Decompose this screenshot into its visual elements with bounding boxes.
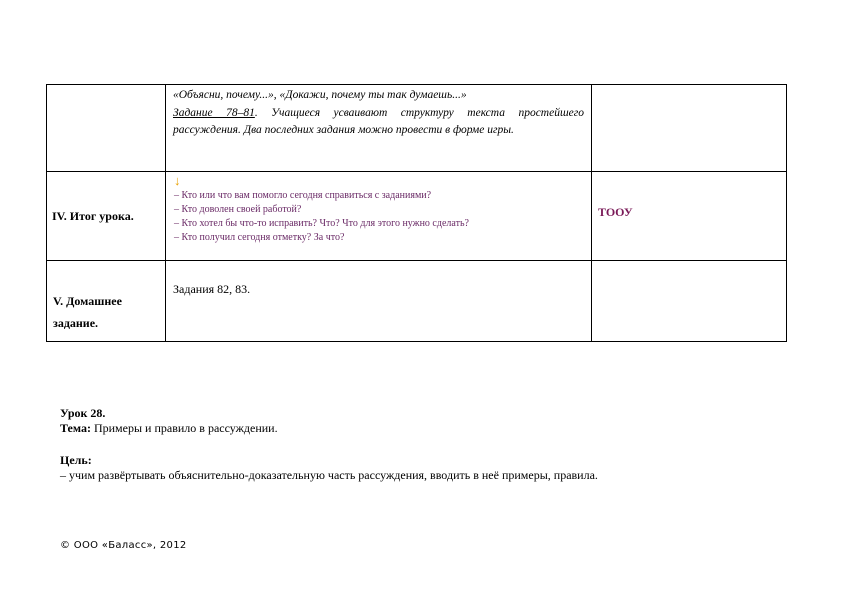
technology-note: ТООУ [598, 205, 633, 219]
stage-title [53, 290, 153, 334]
list-item: – Кто хотел бы что-то исправить? Что? Что для этого нужно сделать? [174, 218, 469, 229]
arrow-down-icon: ↓ [174, 173, 181, 188]
stage-title-line2: задание. [53, 316, 99, 330]
list-item: – Кто получил сегодня отметку? За что? [174, 232, 345, 243]
lesson-number: Урок 28. [60, 406, 106, 420]
stage-title-line1: V. Домашнее [53, 294, 122, 308]
topic-label: Тема: [60, 421, 91, 435]
lesson-table [46, 84, 787, 342]
content-cell [166, 172, 592, 261]
note-cell [592, 172, 787, 261]
task-text: . Учащиеся усваивают структуру текста простейшего рассуждения. Два последних задания можно провести в форме игры. [173, 106, 584, 136]
task-label: Задание 78–81 [173, 106, 255, 119]
note-cell [592, 85, 787, 172]
question-list [166, 187, 591, 245]
table-row [47, 261, 787, 342]
content-cell [166, 261, 592, 342]
task-description [166, 85, 590, 140]
stage-cell [47, 172, 166, 261]
lesson-header [60, 406, 598, 483]
list-item: – Кто или что вам помогло сегодня справиться с заданиями? [174, 190, 432, 201]
table-row [47, 85, 787, 172]
table-row [47, 172, 787, 261]
copyright-footer: © ООО «Баласс», 2012 [60, 540, 187, 551]
goal-label: Цель: [60, 453, 92, 467]
homework-text: Задания 82, 83. [173, 282, 251, 296]
note-cell [592, 261, 787, 342]
content-cell [166, 85, 592, 172]
stage-title: IV. Итог урока. [52, 209, 134, 223]
goal-text: – учим развёртывать объяснительно-доказательную часть рассуждения, вводить в неё примеры, правила. [60, 468, 598, 482]
task-intro: «Объясни, почему...», «Докажи, почему ты так думаешь...» [173, 89, 467, 101]
topic-text: Примеры и правило в рассуждении. [90, 421, 278, 435]
stage-cell [47, 85, 166, 172]
lesson-topic [60, 421, 598, 436]
list-item: – Кто доволен своей работой? [174, 204, 302, 215]
stage-cell [47, 261, 166, 342]
